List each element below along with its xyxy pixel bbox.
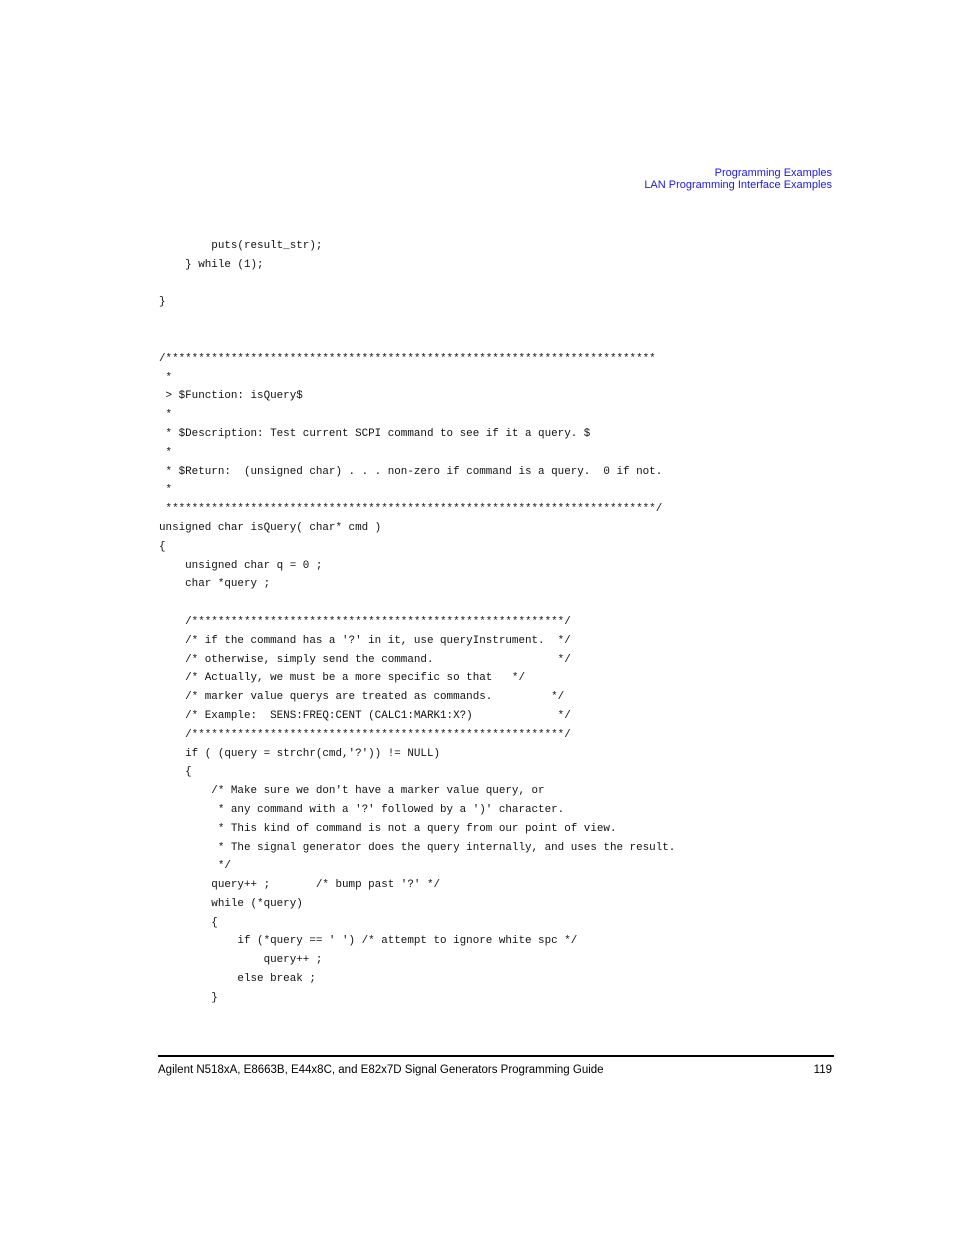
code-line: * $Return: (unsigned char) . . . non-zero if command is a query. 0 if not. — [159, 465, 663, 478]
code-line: */ — [159, 860, 231, 873]
code-line: /* marker value querys are treated as commands. */ — [159, 691, 565, 704]
code-line: { — [159, 916, 218, 929]
code-line: } — [159, 991, 218, 1004]
code-line: /*************************************************************************** — [159, 352, 656, 365]
code-line: /*********************************************************/ — [159, 615, 571, 628]
footer-title: Agilent N518xA, E8663B, E44x8C, and E82x7D Signal Generators Programming Guide — [158, 1064, 604, 1076]
code-line: { — [159, 540, 166, 553]
code-line: * — [159, 484, 173, 497]
code-line: /* otherwise, simply send the command. */ — [159, 653, 571, 666]
code-line: if (*query == ' ') /* attempt to ignore white spc */ — [159, 935, 578, 948]
code-line: * — [159, 446, 173, 459]
code-line: query++ ; — [159, 954, 323, 967]
code-line: } while (1); — [159, 258, 264, 271]
code-line: * — [159, 371, 173, 384]
code-line: * This kind of command is not a query from our point of view. — [159, 822, 617, 835]
code-line: /* Make sure we don't have a marker value query, or — [159, 785, 545, 798]
code-line: puts(result_str); — [159, 240, 323, 252]
code-line: > $Function: isQuery$ — [159, 390, 303, 403]
code-listing — [159, 237, 675, 1008]
page-number: 119 — [813, 1064, 832, 1076]
code-line: else break ; — [159, 973, 316, 986]
code-line: /* Actually, we must be a more specific so that */ — [159, 672, 525, 685]
running-header — [644, 167, 832, 191]
code-line: if ( (query = strchr(cmd,'?')) != NULL) — [159, 747, 441, 760]
code-line: unsigned char q = 0 ; — [159, 559, 323, 572]
code-line — [159, 275, 675, 294]
code-line — [159, 594, 675, 613]
code-line: * $Description: Test current SCPI command to see if it a query. $ — [159, 427, 591, 440]
code-line — [159, 312, 675, 331]
code-line: * The signal generator does the query internally, and uses the result. — [159, 841, 676, 854]
code-line: /* Example: SENS:FREQ:CENT (CALC1:MARK1:X?) */ — [159, 709, 571, 722]
code-line: * any command with a '?' followed by a ')' character. — [159, 803, 565, 816]
code-line: unsigned char isQuery( char* cmd ) — [159, 521, 382, 534]
code-line: * — [159, 409, 173, 422]
code-line: char *query ; — [159, 578, 271, 591]
code-line: while (*query) — [159, 897, 303, 910]
code-line — [159, 331, 675, 350]
code-line: ***************************************************************************/ — [159, 503, 663, 516]
code-line: } — [159, 296, 166, 309]
header-chapter: Programming Examples — [714, 167, 832, 179]
code-line: /*********************************************************/ — [159, 728, 571, 741]
code-line: { — [159, 766, 192, 779]
code-line: /* if the command has a '?' in it, use queryInstrument. */ — [159, 634, 571, 647]
header-section: LAN Programming Interface Examples — [644, 179, 832, 191]
footer-divider — [158, 1055, 834, 1057]
code-line: query++ ; /* bump past '?' */ — [159, 879, 441, 892]
